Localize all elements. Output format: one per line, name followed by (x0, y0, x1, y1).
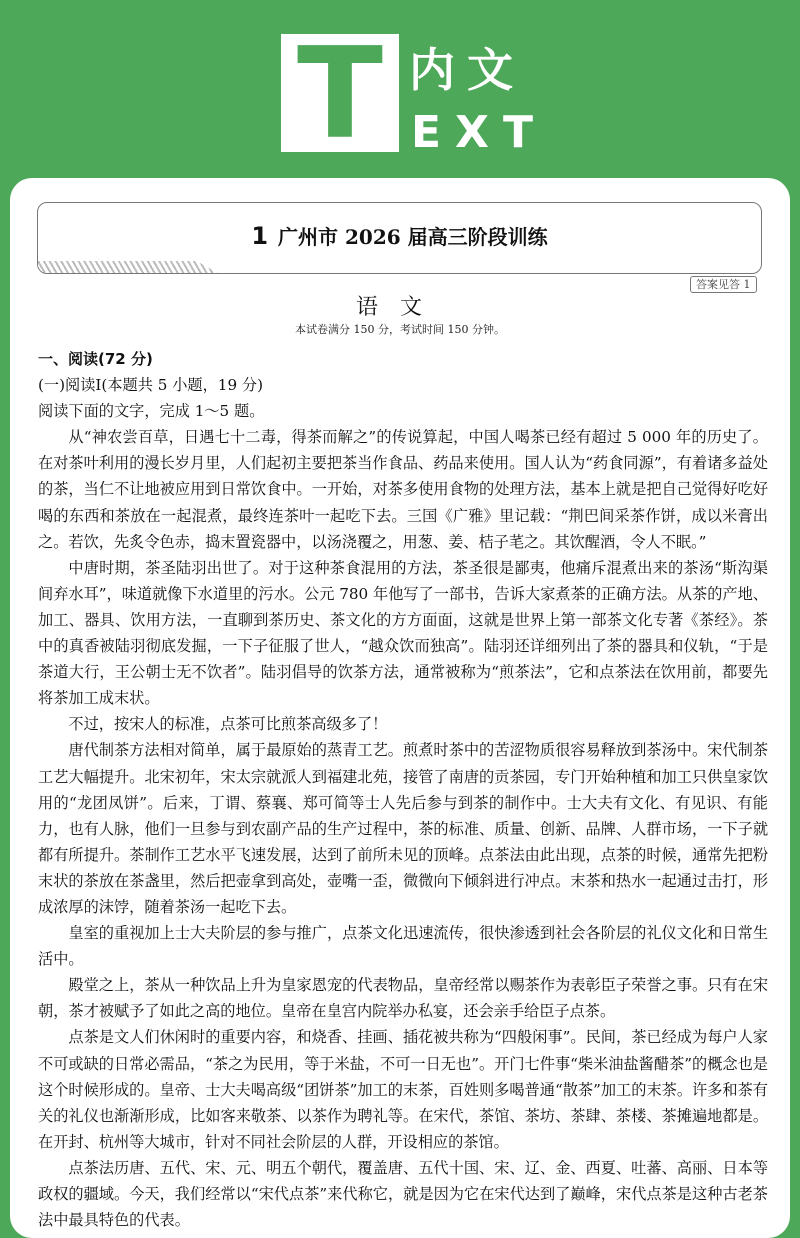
banner-title-cn: 内文 (409, 43, 525, 97)
exam-info: 本试卷满分 150 分，考试时间 150 分钟。 (295, 323, 505, 336)
paragraph: 唐代制茶方法相对简单，属于最原始的蒸青工艺。煎煮时茶中的苦涩物质很容易释放到茶汤中。宋代制茶工艺大幅提升。北宋初年，宋太宗就派人到福建北苑，接管了南唐的贡茶园，专门开始种植和加工只供皇家饮用的“龙团凤饼”。后来，丁谓、蔡襄、郑可简等士人先后参与到茶的制作中。士大夫有文化、有见识、有能力，也有人脉，他们一旦参与到农副产品的生产过程中，茶的标准、质量、创新、品牌、人群市场，一下子就都有所提升。茶制作工艺水平飞速发展，达到了前所未见的顶峰。点茶法由此出现，点茶的时候，通常先把粉末状的茶放在茶盏里，然后把壶拿到高处，壶嘴一歪，微微向下倾斜进行冲点。末茶和热水一起通过击打，形成浓厚的沫饽，随着茶汤一起吃下去。 (38, 741, 768, 916)
paragraph: 不过，按宋人的标准，点茶可比煎茶高级多了！ (68, 715, 388, 734)
document-card (10, 178, 790, 1238)
subject-title: 语文 (355, 295, 444, 320)
exam-title-box (37, 202, 762, 274)
banner-title-en: EXT (411, 107, 547, 158)
paragraph: 殿堂之上，茶从一种饮品上升为皇家恩宠的代表物品，皇帝经常以赐茶作为表彰臣子荣誉之事。只有在宋朝，茶才被赋予了如此之高的地位。皇帝在皇宫内院举办私宴，还会亲手给臣子点茶。 (38, 976, 768, 1021)
paragraph: 中唐时期，茶圣陆羽出世了。对于这种茶食混用的方法，茶圣很是鄙夷，他痛斥混煮出来的茶汤“斯沟渠间弃水耳”，味道就像下水道里的污水。公元 780 年他写了一部书，告诉大家煮茶的正确方法。从茶的产地、加工、器具、饮用方法，一直聊到茶历史、茶文化的方方面面，这就是世界上第一部茶文化专著《茶经》。茶中的真香被陆羽彻底发掘，一下子征服了世人，“越众饮而独高”。陆羽还详细列出了茶的器具和仪轨，“于是茶道大行，王公朝士无不饮者”。陆羽倡导的饮茶方法，通常被称为“煎茶法”，它和点茶法在饮用前，都要先将茶加工成末状。 (38, 558, 768, 708)
exam-title-text: 广州市 2026 届高三阶段训练 (278, 225, 548, 249)
exam-title (38, 221, 761, 250)
exam-number: 1 (251, 222, 269, 250)
paragraph: 点茶法历唐、五代、宋、元、明五个朝代，覆盖唐、五代十国、宋、辽、金、西夏、吐蕃、高丽、日本等政权的疆域。今天，我们经常以“宋代点茶”来代称它，就是因为它在宋代达到了巅峰，宋代点茶是这种古老茶法中最具特色的代表。 (38, 1158, 768, 1230)
sub-heading: (一)阅读Ⅰ(本题共 5 小题，19 分) (38, 376, 264, 395)
document-body (38, 346, 768, 1233)
instruction: 阅读下面的文字，完成 1～5 题。 (38, 402, 265, 421)
answer-reference-tag: 答案见答 1 (690, 276, 757, 293)
section-heading: 一、阅读(72 分) (38, 350, 153, 368)
paragraph: 从“神农尝百草，日遇七十二毒，得茶而解之”的传说算起，中国人喝茶已经有超过 5 000 年的历史了。在对茶叶利用的漫长岁月里，人们起初主要把茶当作食品、药品来使用。国人认为“药食同源”，有着诸多益处的茶，当仁不让地被应用到日常饮食中。一开始，对茶多使用食物的处理方法，基本上就是把自己觉得好吃好喝的东西和茶放在一起混煮，最终连茶叶一起吃下去。三国《广雅》里记载：“荆巴间采茶作饼，成以米膏出之。若饮，先炙令色赤，捣末置瓷器中，以汤浇覆之，用葱、姜、桔子芼之。其饮醒酒，令人不眠。” (38, 428, 768, 551)
paragraph: 点茶是文人们休闲时的重要内容，和烧香、挂画、插花被共称为“四般闲事”。民间，茶已经成为每户人家不可或缺的日常必需品，“茶之为民用，等于米盐，不可一日无也”。开门七件事“柴米油盐酱醋茶”的概念也是这个时候形成的。皇帝、士大夫喝高级“团饼茶”加工的末茶，百姓则多喝普通“散茶”加工的末茶。许多和茶有关的礼仪也渐渐形成，比如客来敬茶、以茶作为聘礼等。在宋代，茶馆、茶坊、茶肆、茶楼、茶摊遍地都是。在开封、杭州等大城市，针对不同社会阶层的人群，开设相应的茶馆。 (38, 1028, 768, 1151)
logo-t-letter: T (297, 20, 383, 167)
paragraph: 皇室的重视加上士大夫阶层的参与推广，点茶文化迅速流传，很快渗透到社会各阶层的礼仪文化和日常生活中。 (38, 924, 768, 969)
title-decoration (38, 261, 218, 273)
header-banner (0, 0, 800, 190)
logo-t-box (281, 20, 399, 167)
